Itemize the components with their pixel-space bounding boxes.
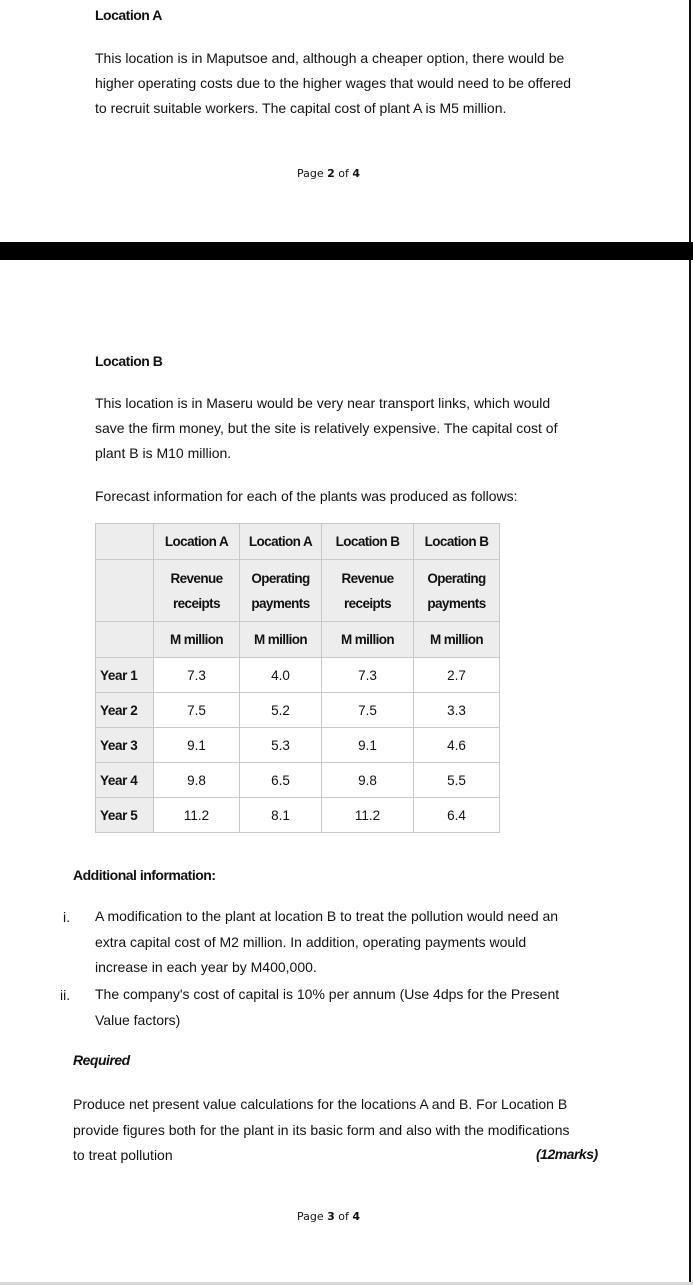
column-header: Location A [240,524,322,560]
page-number-footer [297,1210,360,1223]
column-unit: M million [240,622,322,658]
text-line: provide figures both for the plant in its basic form and also with the modifications [73,1121,570,1138]
forecast-intro: Forecast information for each of the plants was produced as follows: [95,488,518,504]
table-cell: 7.3 [154,658,240,693]
list-item [95,904,558,981]
column-measure [240,560,322,622]
text-line: plant B is M10 million. [95,445,232,461]
text-line: increase in each year by M400,000. [95,959,317,975]
table-cell: 5.2 [240,693,322,728]
required-heading: Required [73,1052,130,1068]
text-line: This location is in Maseru would be very near transport links, which would [95,395,551,411]
table-cell: 7.5 [322,693,414,728]
table-row [96,693,500,728]
page-separator [0,242,693,260]
row-year: Year 3 [96,728,154,763]
text-line: Produce net present value calculations for the locations A and B. For Location B [73,1096,568,1112]
page-label: Page [297,1210,328,1223]
page-label: Page [297,167,328,180]
text-line: extra capital cost of M2 million. In addition, operating payments would [95,933,527,950]
measure-line: Operating [251,570,310,586]
location-b-heading: Location B [95,353,163,369]
table-header-row-measures [96,560,500,622]
text-line: This location is in Maputsoe and, although a cheaper option, there would be [95,50,565,66]
table-cell: 11.2 [154,798,240,833]
measure-line: payments [427,595,486,611]
forecast-table [95,523,500,833]
column-header: Location A [154,524,240,560]
column-measure [154,560,240,622]
column-unit: M million [414,622,500,658]
table-cell: 5.5 [414,763,500,798]
measure-line: Revenue [341,570,394,586]
table-cell: 5.3 [240,728,322,763]
row-year: Year 4 [96,763,154,798]
table-cell: 7.5 [154,693,240,728]
marks-label: (12marks) [536,1146,598,1162]
column-measure [322,560,414,622]
page-total: 4 [352,167,361,180]
location-b-description [95,391,557,466]
required-description [73,1092,569,1169]
table-corner-cell [96,524,154,560]
table-cell: 11.2 [322,798,414,833]
table-cell: 4.0 [240,658,322,693]
table-cell: 9.8 [154,763,240,798]
page-of: of [334,167,353,180]
column-header: Location B [322,524,414,560]
column-unit: M million [322,622,414,658]
page-number-footer [297,167,360,180]
table-row [96,763,500,798]
table-row [96,728,500,763]
text-line: to recruit suitable workers. The capital cost of plant A is M5 million. [95,100,507,116]
page-current: 3 [327,1210,335,1223]
text-line: Value factors) [95,1011,181,1028]
additional-info-heading: Additional information: [73,867,216,883]
table-row [96,798,500,833]
table-cell: 8.1 [240,798,322,833]
table-cell: 9.1 [154,728,240,763]
table-row [96,658,500,693]
column-unit: M million [154,622,240,658]
table-header-row-units [96,622,500,658]
row-year: Year 2 [96,693,154,728]
text-line: A modification to the plant at location B to treat the pollution would need an [95,908,559,924]
text-line: save the firm money, but the site is relatively expensive. The capital cost of [95,420,558,436]
measure-line: receipts [173,595,220,611]
location-a-description [95,46,571,121]
measure-line: Operating [427,570,486,586]
page-current: 2 [327,167,335,180]
page-of: of [334,1210,353,1223]
text-line: The company's cost of capital is 10% per annum (Use 4dps for the Present [95,986,560,1002]
row-year: Year 5 [96,798,154,833]
list-number: ii. [60,987,71,1003]
list-number: i. [63,909,70,925]
table-cell: 9.1 [322,728,414,763]
page-3 [0,260,691,1282]
text-line: higher operating costs due to the higher wages that would need to be offered [95,75,572,91]
table-cell: 9.8 [322,763,414,798]
measure-line: Revenue [170,570,223,586]
column-measure [414,560,500,622]
list-item [95,982,559,1033]
measure-line: payments [251,595,310,611]
measure-line: receipts [344,595,391,611]
page-2 [0,0,691,242]
table-cell: 3.3 [414,693,500,728]
table-cell: 4.6 [414,728,500,763]
table-cell: 7.3 [322,658,414,693]
table-cell: 6.5 [240,763,322,798]
table-blank-cell [96,622,154,658]
text-line: to treat pollution [73,1147,173,1163]
row-year: Year 1 [96,658,154,693]
table-blank-cell [96,560,154,622]
table-cell: 6.4 [414,798,500,833]
table-header-row-locations [96,524,500,560]
location-a-heading: Location A [95,7,162,23]
column-header: Location B [414,524,500,560]
page-total: 4 [352,1210,361,1223]
table-cell: 2.7 [414,658,500,693]
